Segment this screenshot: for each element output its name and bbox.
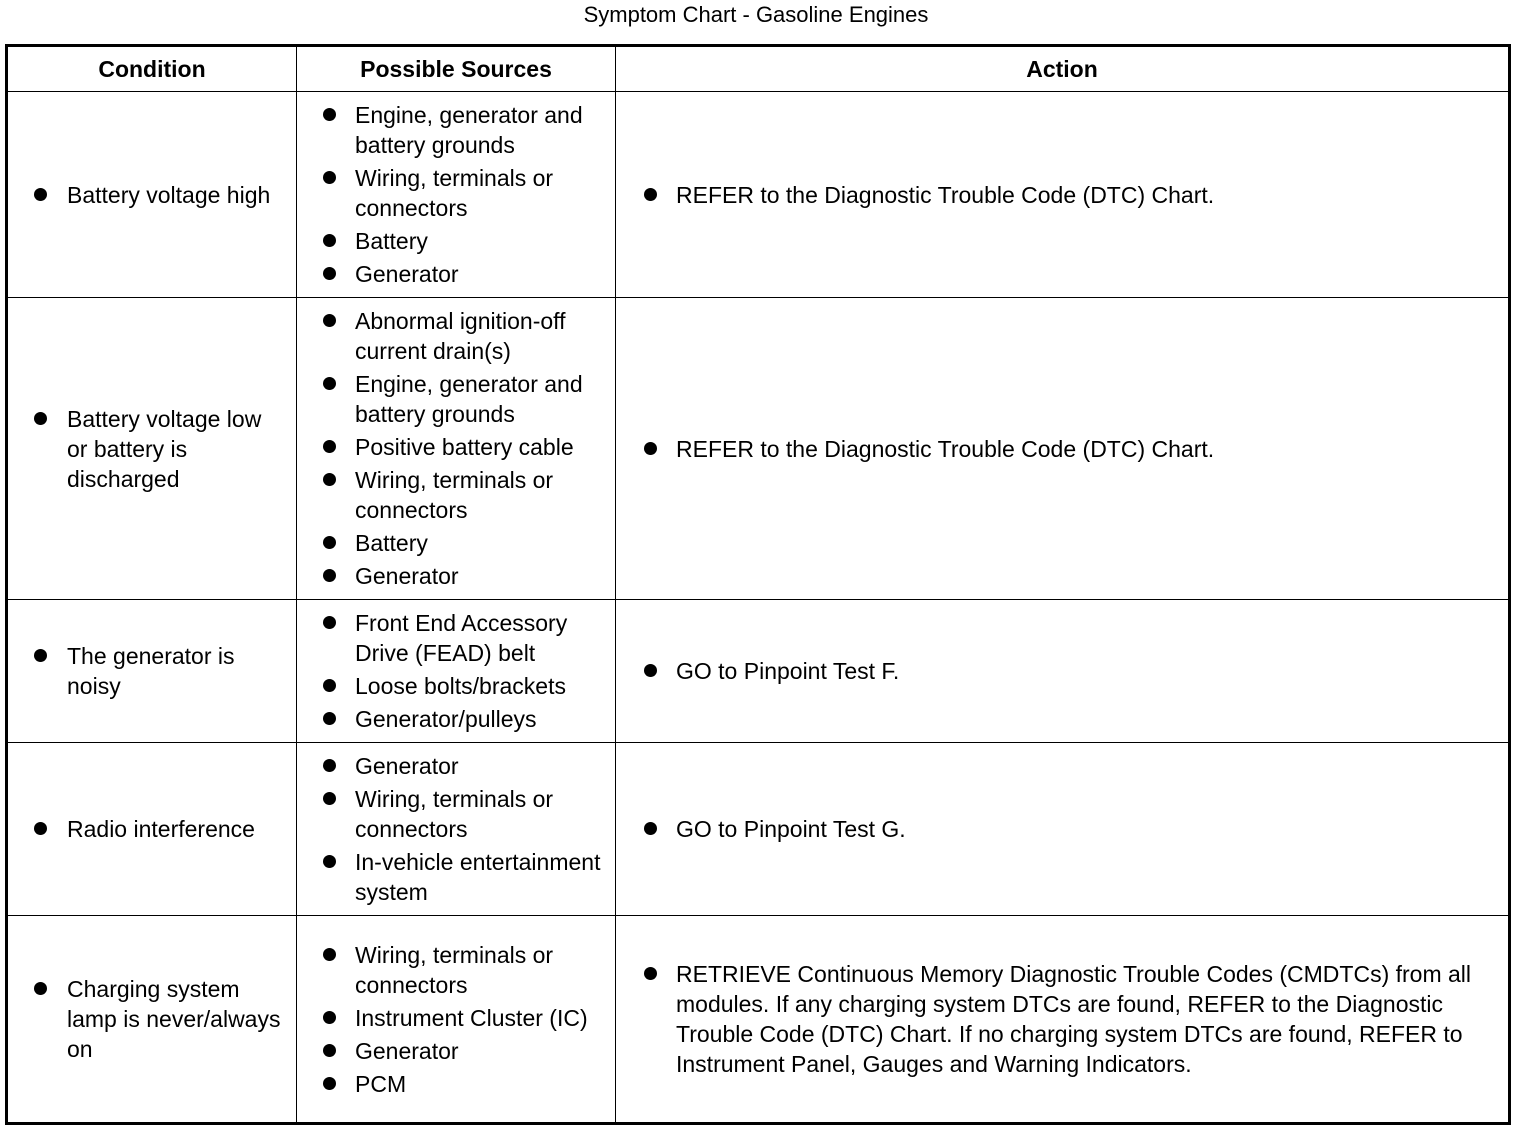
list-item — [323, 259, 607, 289]
bullet-icon — [323, 1044, 336, 1057]
source-text: Generator/pulleys — [355, 706, 537, 732]
table-row — [7, 600, 1510, 743]
action-text: GO to Pinpoint Test G. — [676, 816, 906, 842]
sources-cell — [297, 298, 616, 600]
sources-cell — [297, 743, 616, 916]
list-item — [323, 608, 607, 668]
list-item — [323, 704, 607, 734]
bullet-icon — [323, 855, 336, 868]
condition-text: Battery voltage low or battery is discharged — [67, 405, 262, 492]
bullet-icon — [323, 314, 336, 327]
bullet-icon — [644, 442, 657, 455]
action-text: REFER to the Diagnostic Trouble Code (DTC) Chart. — [676, 181, 1215, 208]
list-item — [34, 180, 288, 210]
source-text: Wiring, terminals or connectors — [355, 786, 554, 842]
table-row — [7, 298, 1510, 600]
bullet-icon — [323, 712, 336, 725]
chart-title: Symptom Chart - Gasoline Engines — [583, 2, 929, 27]
header-action: Action — [616, 46, 1510, 92]
source-text: Instrument Cluster (IC) — [355, 1004, 588, 1031]
list-item — [323, 1003, 607, 1033]
bullet-icon — [644, 822, 657, 835]
list-item — [323, 671, 607, 701]
list-item — [644, 656, 1474, 686]
list-item — [323, 432, 607, 462]
sources-cell — [297, 600, 616, 743]
list-item — [323, 751, 607, 781]
source-text: Generator — [355, 261, 459, 287]
condition-cell — [7, 600, 297, 743]
list-item — [34, 974, 288, 1064]
sources-cell — [297, 92, 616, 298]
bullet-icon — [323, 1011, 336, 1024]
action-cell — [616, 600, 1510, 743]
list-item — [323, 940, 607, 1000]
bullet-icon — [323, 377, 336, 390]
bullet-icon — [323, 267, 336, 280]
condition-cell — [7, 916, 297, 1124]
bullet-icon — [323, 1077, 336, 1090]
source-text: Wiring, terminals or connectors — [355, 941, 554, 998]
list-item — [323, 1069, 607, 1099]
header-possible-sources: Possible Sources — [297, 46, 616, 92]
list-item — [644, 180, 1474, 210]
condition-text: Battery voltage high — [67, 181, 271, 208]
bullet-icon — [34, 649, 47, 662]
bullet-icon — [34, 188, 47, 201]
bullet-icon — [323, 759, 336, 772]
bullet-icon — [34, 982, 47, 995]
source-text: Positive battery cable — [355, 434, 574, 460]
source-text: Battery — [355, 228, 428, 254]
header-condition: Condition — [7, 46, 297, 92]
condition-cell — [7, 92, 297, 298]
list-item — [323, 369, 607, 429]
source-text: Loose bolts/brackets — [355, 673, 566, 699]
condition-cell — [7, 743, 297, 916]
source-text: Generator — [355, 563, 459, 589]
list-item — [323, 100, 607, 160]
list-item — [323, 1036, 607, 1066]
action-cell — [616, 916, 1510, 1124]
source-text: PCM — [355, 1070, 407, 1097]
bullet-icon — [323, 171, 336, 184]
list-item — [644, 814, 1474, 844]
list-item — [323, 528, 607, 558]
source-text: Generator — [355, 1037, 459, 1064]
source-text: In-vehicle entertainment system — [355, 849, 601, 905]
list-item — [323, 226, 607, 256]
list-item — [34, 814, 288, 844]
source-text: Generator — [355, 753, 459, 779]
source-text: Wiring, terminals or connectors — [355, 165, 554, 221]
bullet-icon — [644, 664, 657, 677]
list-item — [644, 434, 1474, 464]
condition-text: The generator is noisy — [67, 643, 235, 699]
bullet-icon — [644, 188, 657, 201]
bullet-icon — [323, 440, 336, 453]
action-cell — [616, 92, 1510, 298]
bullet-icon — [323, 616, 336, 629]
list-item — [323, 306, 607, 366]
source-text: Engine, generator and battery grounds — [355, 102, 583, 158]
bullet-icon — [323, 569, 336, 582]
symptom-chart-table — [5, 44, 1511, 1125]
source-text: Wiring, terminals or connectors — [355, 467, 554, 523]
bullet-icon — [323, 948, 336, 961]
list-item — [34, 404, 288, 494]
bullet-icon — [34, 822, 47, 835]
bullet-icon — [323, 234, 336, 247]
source-text: Front End Accessory Drive (FEAD) belt — [355, 610, 568, 666]
table-row — [7, 743, 1510, 916]
source-text: Abnormal ignition-off current drain(s) — [355, 308, 566, 364]
action-text: REFER to the Diagnostic Trouble Code (DTC) Chart. — [676, 435, 1215, 462]
source-text: Engine, generator and battery grounds — [355, 371, 583, 427]
sources-cell — [297, 916, 616, 1124]
list-item — [323, 465, 607, 525]
list-item — [34, 641, 288, 701]
table-row — [7, 92, 1510, 298]
action-text: GO to Pinpoint Test F. — [676, 658, 900, 684]
action-cell — [616, 743, 1510, 916]
action-text: RETRIEVE Continuous Memory Diagnostic Trouble Codes (CMDTCs) from all modules. If any charging system DTCs are found, REFER to the Diagnostic Trouble Code (DTC) Chart. If no charging system DTCs are found, REFER to Instrument Panel, Gauges and Warning Indicators. — [676, 961, 1472, 1077]
bullet-icon — [323, 108, 336, 121]
list-item — [323, 784, 607, 844]
list-item — [323, 163, 607, 223]
bullet-icon — [323, 473, 336, 486]
bullet-icon — [644, 967, 657, 980]
action-cell — [616, 298, 1510, 600]
list-item — [644, 959, 1474, 1079]
source-text: Battery — [355, 530, 428, 556]
bullet-icon — [323, 792, 336, 805]
bullet-icon — [323, 679, 336, 692]
bullet-icon — [323, 536, 336, 549]
table-row — [7, 916, 1510, 1124]
condition-cell — [7, 298, 297, 600]
bullet-icon — [34, 412, 47, 425]
header-row — [7, 46, 1510, 92]
list-item — [323, 847, 607, 907]
condition-text: Charging system lamp is never/always on — [67, 976, 281, 1062]
list-item — [323, 561, 607, 591]
condition-text: Radio interference — [67, 816, 255, 842]
